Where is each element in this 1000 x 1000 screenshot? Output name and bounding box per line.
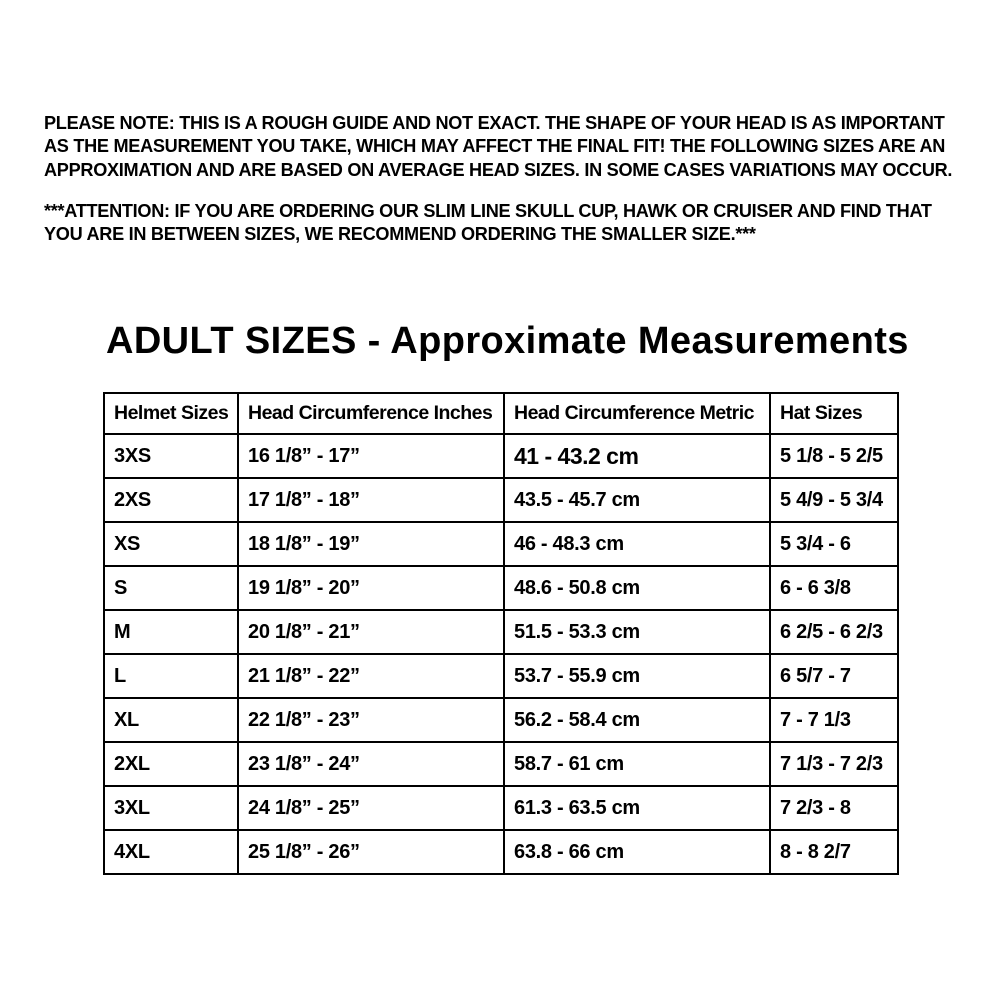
metric-cell: 48.6 - 50.8 cm	[504, 566, 770, 610]
table-row	[104, 654, 898, 698]
col-header-head-circumference-metric: Head Circumference Metric	[504, 393, 770, 434]
note-line: PLEASE NOTE: THIS IS A ROUGH GUIDE AND NOT EXACT. THE SHAPE OF YOUR HEAD IS AS IMPORTANT	[44, 112, 945, 133]
helmet-size-cell: 3XS	[104, 434, 238, 478]
table-row	[104, 566, 898, 610]
table-row	[104, 478, 898, 522]
helmet-size-cell: 2XL	[104, 742, 238, 786]
hat-size-cell: 7 - 7 1/3	[770, 698, 898, 742]
hat-size-cell: 6 5/7 - 7	[770, 654, 898, 698]
note-line: AS THE MEASUREMENT YOU TAKE, WHICH MAY AFFECT THE FINAL FIT! THE FOLLOWING SIZES ARE AN	[44, 135, 946, 157]
note-paragraph	[44, 111, 952, 181]
metric-cell: 58.7 - 61 cm	[504, 742, 770, 786]
attention-paragraph	[44, 199, 932, 246]
col-header-hat-sizes: Hat Sizes	[770, 393, 898, 434]
helmet-size-cell: M	[104, 610, 238, 654]
inches-cell: 22 1/8” - 23”	[238, 698, 504, 742]
table-row	[104, 698, 898, 742]
table-row	[104, 434, 898, 478]
attention-line: YOU ARE IN BETWEEN SIZES, WE RECOMMEND ORDERING THE SMALLER SIZE.***	[44, 223, 756, 245]
inches-cell: 19 1/8” - 20”	[238, 566, 504, 610]
inches-cell: 16 1/8” - 17”	[238, 434, 504, 478]
inches-cell: 17 1/8” - 18”	[238, 478, 504, 522]
hat-size-cell: 6 2/5 - 6 2/3	[770, 610, 898, 654]
hat-size-cell: 6 - 6 3/8	[770, 566, 898, 610]
table-header-row	[104, 393, 898, 434]
helmet-size-cell: 2XS	[104, 478, 238, 522]
hat-size-cell: 5 4/9 - 5 3/4	[770, 478, 898, 522]
inches-cell: 20 1/8” - 21”	[238, 610, 504, 654]
helmet-size-cell: XS	[104, 522, 238, 566]
attention-line: ***ATTENTION: IF YOU ARE ORDERING OUR SLIM LINE SKULL CUP, HAWK OR CRUISER AND FIND THAT	[44, 200, 932, 221]
col-header-helmet-sizes: Helmet Sizes	[104, 393, 238, 434]
adult-sizes-table	[103, 392, 899, 875]
metric-cell: 46 - 48.3 cm	[504, 522, 770, 566]
metric-cell: 53.7 - 55.9 cm	[504, 654, 770, 698]
col-header-head-circumference-inches: Head Circumference Inches	[238, 393, 504, 434]
hat-size-cell: 5 1/8 - 5 2/5	[770, 434, 898, 478]
helmet-size-cell: XL	[104, 698, 238, 742]
hat-size-cell: 8 - 8 2/7	[770, 830, 898, 874]
metric-cell: 63.8 - 66 cm	[504, 830, 770, 874]
table-row	[104, 830, 898, 874]
hat-size-cell: 5 3/4 - 6	[770, 522, 898, 566]
metric-cell: 51.5 - 53.3 cm	[504, 610, 770, 654]
table-row	[104, 610, 898, 654]
helmet-size-cell: L	[104, 654, 238, 698]
metric-cell: 41 - 43.2 cm	[504, 434, 770, 478]
metric-cell: 56.2 - 58.4 cm	[504, 698, 770, 742]
helmet-size-cell: 4XL	[104, 830, 238, 874]
metric-cell: 43.5 - 45.7 cm	[504, 478, 770, 522]
inches-cell: 25 1/8” - 26”	[238, 830, 504, 874]
inches-cell: 24 1/8” - 25”	[238, 786, 504, 830]
table-row	[104, 742, 898, 786]
table-row	[104, 786, 898, 830]
helmet-size-cell: 3XL	[104, 786, 238, 830]
metric-cell: 61.3 - 63.5 cm	[504, 786, 770, 830]
inches-cell: 18 1/8” - 19”	[238, 522, 504, 566]
hat-size-cell: 7 2/3 - 8	[770, 786, 898, 830]
hat-size-cell: 7 1/3 - 7 2/3	[770, 742, 898, 786]
helmet-size-cell: S	[104, 566, 238, 610]
inches-cell: 21 1/8” - 22”	[238, 654, 504, 698]
table-row	[104, 522, 898, 566]
note-line: APPROXIMATION AND ARE BASED ON AVERAGE HEAD SIZES. IN SOME CASES VARIATIONS MAY OCCUR.	[44, 158, 953, 180]
inches-cell: 23 1/8” - 24”	[238, 742, 504, 786]
page-title: ADULT SIZES - Approximate Measurements	[106, 320, 909, 362]
